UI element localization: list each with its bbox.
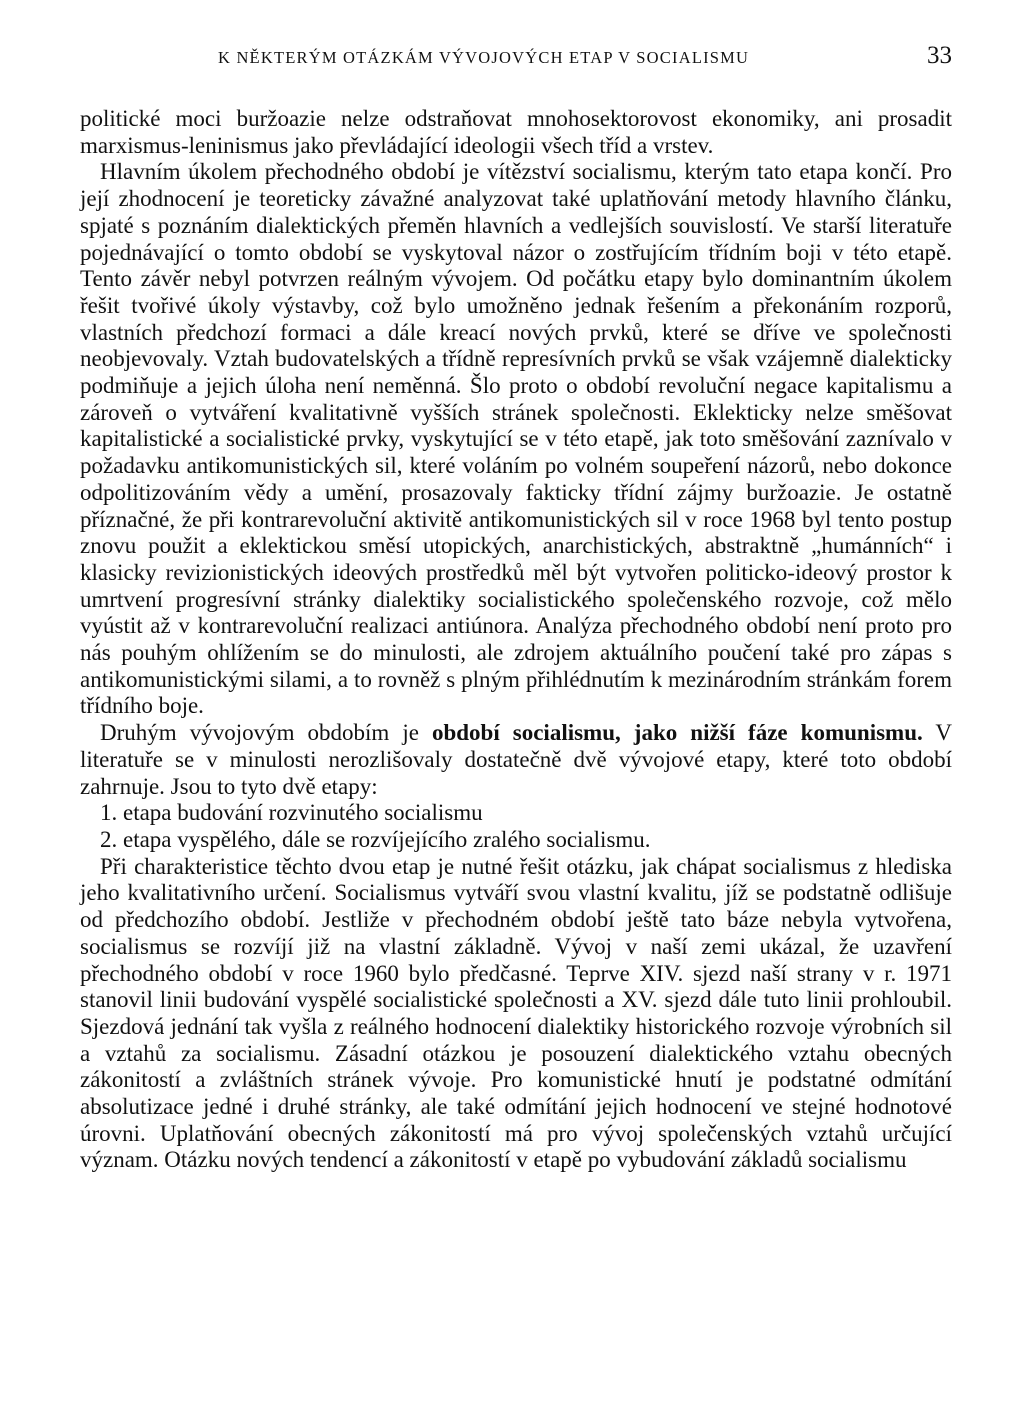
running-head-title: K NĚKTERÝM OTÁZKÁM VÝVOJOVÝCH ETAP V SOCIALISMU (218, 48, 750, 67)
running-header (80, 42, 952, 78)
paragraph-characteristics: Při charakteristice těchto dvou etap je nutné řešit otázku, jak chápat socialismus z hlediska jeho kvalitativního určení. Socialismus vytváří svou vlastní kvalitu, jíž se podstatně odlišuje od předchozího období. Jestliže v přechodném období ještě tato báze nebyla vytvořena, socialismus se rozvíjí již na vlastní základně. Vývoj v naší zemi ukázal, že uzavření přechodného období v roce 1960 bylo předčasné. Teprve XIV. sjezd naší strany v r. 1971 stanovil linii budování vyspělé socialistické společnosti a XV. sjezd dále tuto linii prohloubil. Sjezdová jednání tak vyšla z reálného hodnocení dialektiky historického rozvoje výrobních sil a vztahů za socialismu. Zásadní otázkou je posouzení dialektického vztahu obecných zákonitostí a zvláštních stránek vývoje. Pro komunistické hnutí je podstatné odmítání absolutizace jedné i druhé stránky, ale také odmítání jejich hodnocení ve stejné hodnotové úrovni. Uplatňování obecných zákonitostí má pro vývoj společenských vztahů určující význam. Otázku nových tendencí a zákonitostí v etapě po vybudování základů socialismu (80, 853, 952, 1173)
emphasis-bold: období socialismu, jako nižší fáze komunismu. (431, 720, 923, 746)
list-item-2: 2. etapa vyspělého, dále se rozvíjejícího zralého socialismu. (100, 826, 651, 852)
paragraph-text-rest: V literatuře se v minulosti nerozlišovaly dostatečně dvě vývojové etapy, které toto období zahrnuje. Jsou to tyto dvě etapy: (80, 720, 952, 799)
paragraph-second-period (80, 720, 952, 800)
body-text (80, 106, 952, 1174)
paragraph-text-lead: Druhým vývojovým obdobím je (100, 720, 432, 746)
list-item-1: 1. etapa budování rozvinutého socialismu (100, 800, 483, 826)
paragraph-continued: politické moci buržoazie nelze odstraňovat mnohosektorovost ekonomiky, ani prosadit marxismus-leninismus jako převládající ideologii všech tříd a vrstev. (80, 106, 952, 158)
paragraph-transition-period: Hlavním úkolem přechodného období je vítězství socialismu, kterým tato etapa končí. Pro její zhodnocení je teoreticky závažné analyzovat také uplatňování metody hlavního článku, spjaté s poznáním dialektických přeměn hlavních a vedlejších souvislostí. Ve starší literatuře pojednávající o tomto období se vyskytoval názor o zostřujícím třídním boji v této etapě. Tento závěr nebyl potvrzen reálným vývojem. Od počátku etapy bylo dominantním úkolem řešit tvořivé úkoly výstavby, což bylo umožněno jednak řešením a překonáním rozporů, vlastních předchozí formaci a dále kreací nových prvků, které se dříve ve společnosti neobjevovaly. Vztah budovatelských a třídně represívních prvků se však vzájemně dialekticky podmiňuje a jejich úloha není neměnná. Šlo proto o období revoluční negace kapitalismu a zároveň o vytváření kvalitativně vyšších stránek společnosti. Eklekticky nelze směšovat kapitalistické a socialistické prvky, vyskytující se v této etapě, jak toto směšování zaznívalo v požadavku antikomunistických sil, které voláním po volném soupeření názorů, nebo dokonce odpolitizováním vědy a umění, prosazovaly fakticky třídní zájmy buržoazie. Je ostatně příznačné, že při kontrarevoluční aktivitě antikomunistických sil v roce 1968 byl tento postup znovu použit a eklektickou směsí utopických, anarchistických, abstraktně „humánních“ i klasicky revizionistických ideových prostředků měl být vytvořen politicko-ideový prostor k umrtvení progresívní stránky dialektiky socialistického společenského rozvoje, což mělo vyústit až v kontrarevoluční realizaci antiúnora. Analýza přechodného období není proto pro nás pouhým ohlížením se do minulosti, ale zdrojem aktuálního poučení také pro zápas s antikomunistickými silami, a to rovněž s plným přihlédnutím k mezinárodním stránkám forem třídního boje. (80, 159, 952, 719)
page-number: 33 (927, 42, 952, 69)
